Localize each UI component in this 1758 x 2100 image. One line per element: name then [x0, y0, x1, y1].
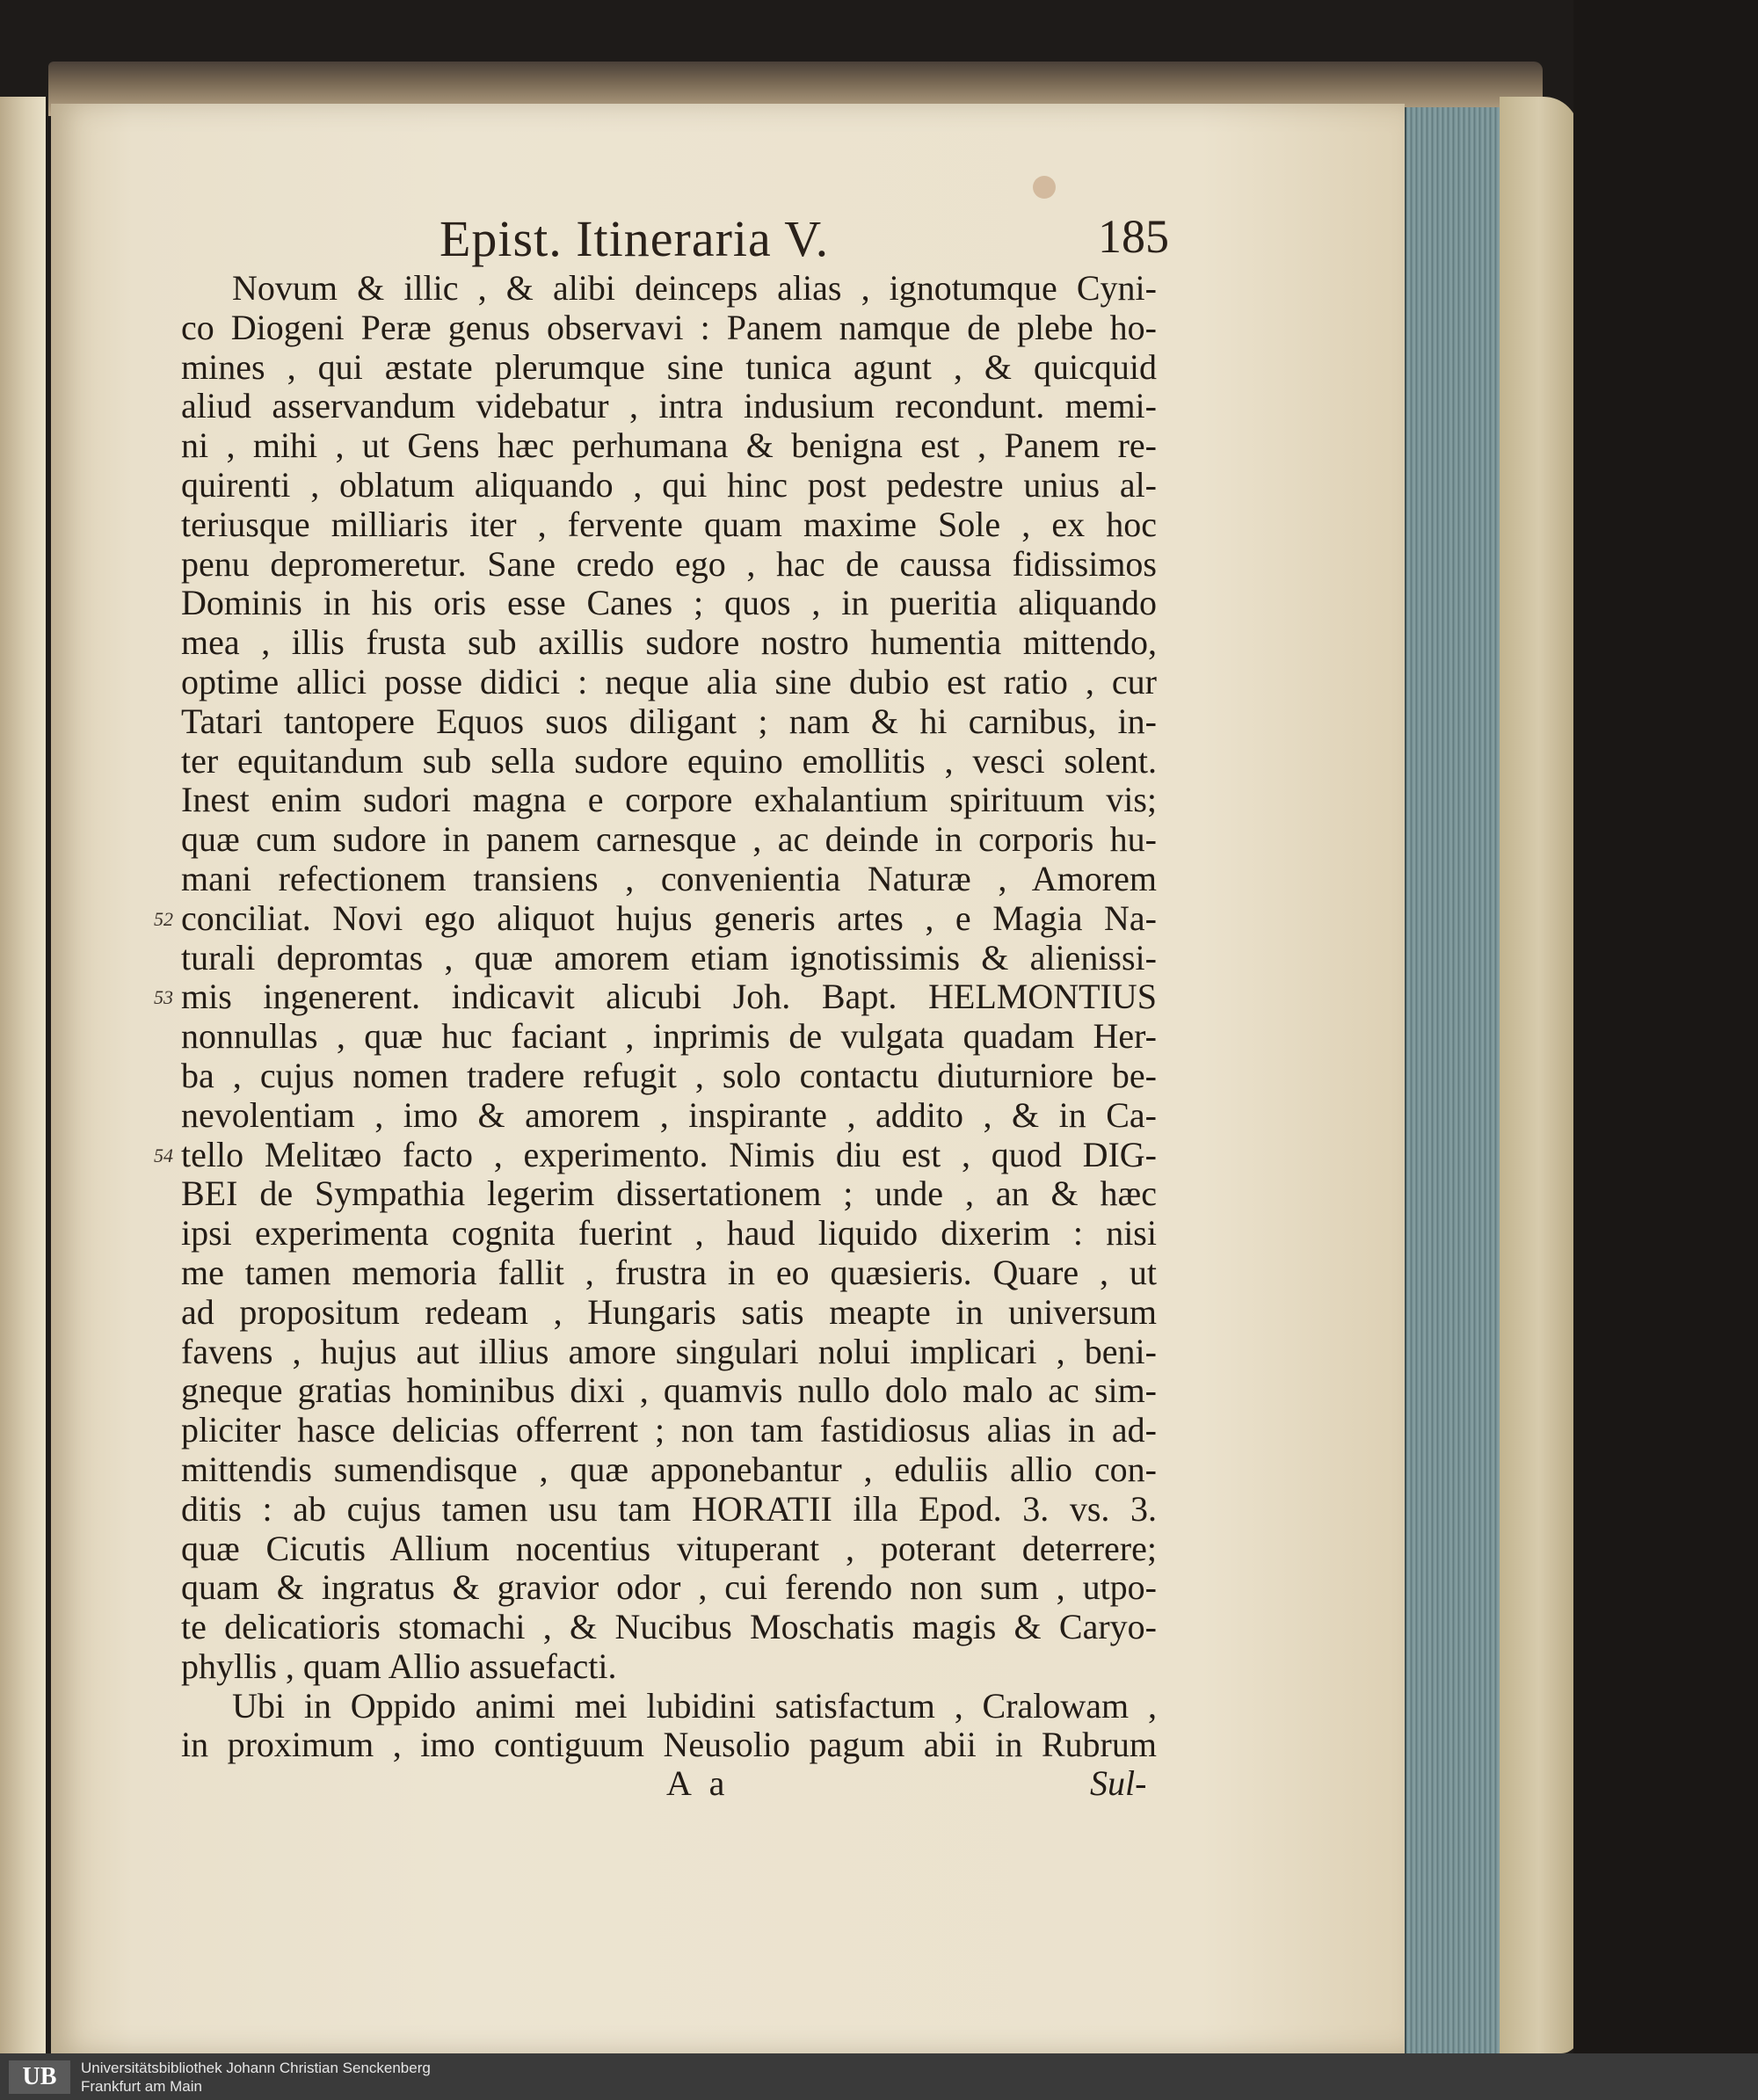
- text-line: quæ cum sudore in panem carnesque , ac deinde in corporis hu-: [181, 819, 1157, 860]
- text-line: Inest enim sudori magna e corpore exhalantium spirituum vis;: [181, 780, 1157, 820]
- text-line: mittendis sumendisque , quæ apponebantur , eduliis allio con-: [181, 1449, 1157, 1489]
- text-line: turali depromtas , quæ amorem etiam ignotissimis & alienissi-: [181, 937, 1157, 977]
- catchword: Sul-: [1090, 1763, 1147, 1803]
- text-line: penu depromeretur. Sane credo ego , hac de caussa fidissimos: [181, 543, 1157, 584]
- text-line: Dominis in his oris esse Canes ; quos , in pueritia aliquando: [181, 583, 1157, 623]
- text-line: in proximum , imo contiguum Neusolio pagum abii in Rubrum: [181, 1725, 1157, 1765]
- text-line: conciliat. Novi ego aliquot hujus generis artes , e Magia Na-: [181, 897, 1157, 938]
- text-line: ni , mihi , ut Gens hæc perhumana & benigna est , Panem re-: [181, 425, 1157, 466]
- text-line: mines , qui æstate plerumque sine tunica agunt , & quicquid: [181, 346, 1157, 387]
- text-line: Tatari tantopere Equos suos diligant ; nam & hi carnibus, in-: [181, 701, 1157, 741]
- signature-mark: A a: [666, 1763, 730, 1803]
- text-line: pliciter hasce delicias offerrent ; non tam fastidiosus alias in ad-: [181, 1410, 1157, 1450]
- text-line: aliud asservandum videbatur , intra indusium recondunt. memi-: [181, 386, 1157, 426]
- library-name: [81, 2059, 431, 2096]
- library-name-line1: Universitätsbibliothek Johann Christian Senckenberg: [81, 2059, 431, 2076]
- text-line: quam & ingratus & gravior odor , cui ferendo non sum , utpo-: [181, 1567, 1157, 1608]
- text-line: Novum & illic , & alibi deinceps alias , ignotumque Cyni-: [232, 268, 1157, 308]
- ub-logo-icon: UB: [9, 2060, 70, 2094]
- margin-note: 53: [154, 986, 173, 1009]
- text-line: Ubi in Oppido animi mei lubidini satisfactum , Cralowam ,: [232, 1685, 1157, 1726]
- text-line: nevolentiam , imo & amorem , inspirante , addito , & in Ca-: [181, 1094, 1157, 1135]
- text-line: mea , illis frusta sub axillis sudore nostro humentia mittendo,: [181, 622, 1157, 663]
- library-name-line2: Frankfurt am Main: [81, 2077, 202, 2095]
- running-header: [440, 209, 1169, 271]
- text-line: tello Melitæo facto , experimento. Nimis diu est , quod DIG-: [181, 1134, 1157, 1174]
- text-line: ter equitandum sub sella sudore equino emollitis , vesci solent.: [181, 740, 1157, 781]
- text-line: me tamen memoria fallit , frustra in eo quæsieris. Quare , ut: [181, 1252, 1157, 1292]
- text-line: BEI de Sympathia legerim dissertationem ; unde , an & hæc: [181, 1174, 1157, 1214]
- margin-note: 54: [154, 1144, 173, 1166]
- text-line: co Diogeni Peræ genus observavi : Panem namque de plebe ho-: [181, 307, 1157, 347]
- body-text: [181, 269, 1157, 1765]
- text-line: mis ingenerent. indicavit alicubi Joh. Bapt. HELMONTIUS: [181, 977, 1157, 1017]
- text-line: ba , cujus nomen tradere refugit , solo contactu diuturniore be-: [181, 1055, 1157, 1095]
- text-line: te delicatioris stomachi , & Nucibus Moschatis magis & Caryo-: [181, 1607, 1157, 1647]
- page-number: 185: [1098, 210, 1169, 263]
- page-fore-edge: [1405, 107, 1505, 2053]
- text-line: optime allici posse didici : neque alia sine dubio est ratio , cur: [181, 661, 1157, 701]
- text-line: teriusque milliaris iter , fervente quam maxime Sole , ex hoc: [181, 504, 1157, 544]
- text-line: favens , hujus aut illius amore singulari nolui implicari , beni-: [181, 1331, 1157, 1371]
- running-title: Epist. Itineraria V.: [440, 210, 830, 267]
- text-line: quæ Cicutis Allium nocentius vituperant , poterant deterrere;: [181, 1528, 1157, 1568]
- previous-page-edge: [0, 97, 46, 2053]
- text-line: ad propositum redeam , Hungaris satis meapte in universum: [181, 1291, 1157, 1332]
- text-line: quirenti , oblatum aliquando , qui hinc post pedestre unius al-: [181, 464, 1157, 505]
- library-footer: [0, 2053, 1758, 2100]
- text-line: ditis : ab cujus tamen usu tam HORATII illa Epod. 3. vs. 3.: [181, 1488, 1157, 1529]
- background-right: [1573, 0, 1758, 2053]
- text-line: gneque gratias hominibus dixi , quamvis nullo dolo malo ac sim-: [181, 1370, 1157, 1411]
- text-line: ipsi experimenta cognita fuerint , haud liquido dixerim : nisi: [181, 1213, 1157, 1253]
- text-line: nonnullas , quæ huc faciant , inprimis de vulgata quadam Her-: [181, 1016, 1157, 1057]
- paper-stain: [1033, 176, 1056, 199]
- text-line: mani refectionem transiens , convenientia Naturæ , Amorem: [181, 858, 1157, 898]
- margin-note: 52: [154, 907, 173, 930]
- text-line: phyllis , quam Allio assuefacti.: [181, 1646, 617, 1686]
- parchment-binding: [1500, 97, 1579, 2053]
